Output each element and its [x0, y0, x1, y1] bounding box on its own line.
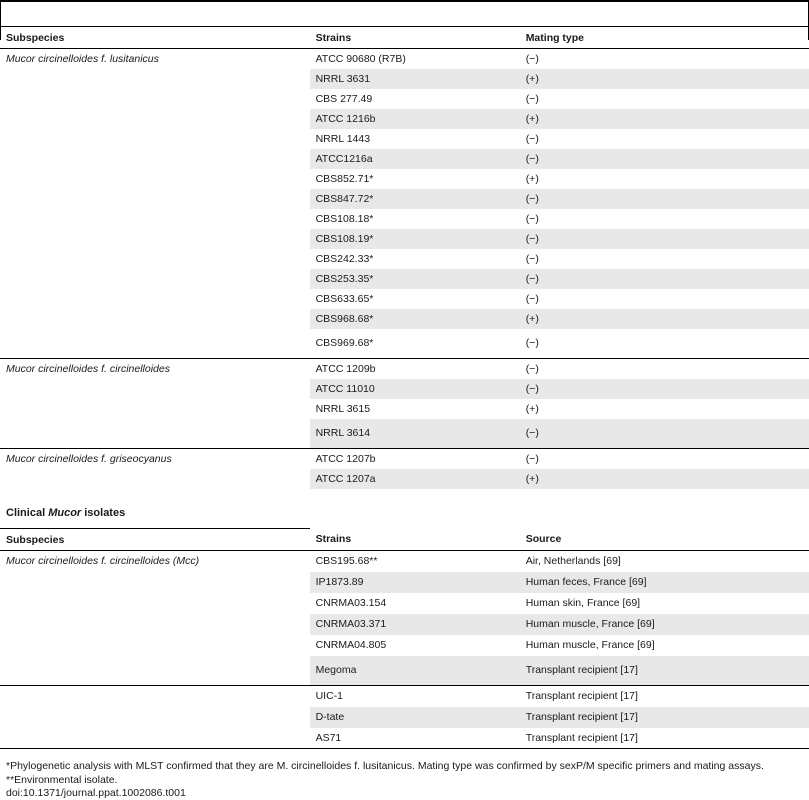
strain-cell: NRRL 1443: [315, 132, 371, 145]
doi-label: doi:10.1371/journal.ppat.1002086.t001: [6, 787, 186, 799]
table-header-row: [0, 529, 809, 551]
clinical-isolates-table: [0, 528, 809, 749]
table-row: [0, 707, 809, 728]
table-row: [0, 169, 809, 189]
table-row: [0, 469, 809, 489]
strain-cell: ATCC 1216b: [310, 109, 520, 129]
mating-type-cell: (−): [525, 292, 539, 305]
subspecies-cell: Mucor circinelloides f. griseocyanus: [0, 449, 310, 469]
mating-type-cell: (−): [525, 92, 539, 105]
table-row: [0, 656, 809, 686]
column-header: Mating type: [520, 27, 809, 49]
empty-cell: [0, 399, 310, 419]
source-cell: Transplant recipient [17]: [520, 707, 809, 728]
source-cell: Human muscle, France [69]: [525, 639, 655, 651]
table-row: [0, 379, 809, 399]
mating-type-cell: (+): [520, 109, 809, 129]
empty-cell: [0, 707, 310, 728]
section-title-text: Clinical: [6, 507, 49, 519]
empty-cell: [0, 209, 310, 229]
empty-cell: [0, 635, 310, 656]
empty-cell: [0, 269, 310, 289]
strain-cell: NRRL 3615: [315, 402, 371, 415]
empty-cell: [0, 109, 310, 129]
empty-cell: [0, 419, 310, 449]
empty-cell: [0, 149, 310, 169]
table-row: [0, 109, 809, 129]
table-row: [0, 309, 809, 329]
empty-cell: [0, 686, 310, 707]
mating-type-cell: (+): [520, 469, 809, 489]
empty-cell: [0, 229, 310, 249]
strain-cell: ATCC1216a: [310, 149, 520, 169]
table-row: [0, 728, 809, 749]
strain-cell: CBS847.72*: [310, 189, 520, 209]
table-row: [0, 129, 809, 149]
empty-cell: [0, 656, 310, 686]
column-header: Subspecies: [0, 529, 310, 551]
strain-cell: CNRMA03.371: [310, 614, 520, 635]
empty-cell: [0, 572, 310, 593]
strain-cell: Megoma: [310, 656, 520, 686]
column-header: Subspecies: [0, 27, 310, 49]
strain-cell: CBS633.65*: [315, 292, 374, 305]
strain-cell: CBS242.33*: [315, 252, 374, 265]
source-cell: Transplant recipient [17]: [520, 728, 809, 749]
strain-cell: CBS969.68*: [315, 337, 374, 350]
mating-type-cell: (−): [520, 149, 809, 169]
strain-cell: CBS108.19*: [310, 229, 520, 249]
subspecies-cell: Mucor circinelloides f. circinelloides (Mcc): [6, 555, 200, 568]
empty-cell: [0, 169, 310, 189]
table-row: [0, 635, 809, 656]
empty-cell: [0, 289, 310, 309]
mating-type-cell: (−): [520, 419, 809, 449]
table-row: [0, 189, 809, 209]
mating-type-table: [0, 26, 809, 489]
mating-type-cell: (−): [520, 269, 809, 289]
top-rule: [0, 0, 809, 2]
mating-type-grid: [0, 26, 809, 489]
section-title-genus: Mucor: [48, 507, 82, 519]
column-header: Strains: [310, 27, 520, 49]
column-header: Strains: [310, 529, 520, 551]
source-cell: Transplant recipient [17]: [520, 656, 809, 686]
source-cell: Human feces, France [69]: [520, 572, 809, 593]
mating-type-cell: (+): [525, 402, 539, 415]
mating-type-cell: (−): [520, 229, 809, 249]
table-row: [0, 359, 809, 379]
strain-cell: CBS195.68**: [315, 555, 378, 568]
table-row: [0, 249, 809, 269]
mating-type-cell: (−): [520, 449, 809, 469]
table-header-row: [0, 27, 809, 49]
strain-cell: CBS852.71*: [315, 172, 374, 185]
mating-type-cell: (+): [520, 69, 809, 89]
mating-type-cell: (+): [525, 172, 539, 185]
source-cell: Human muscle, France [69]: [520, 614, 809, 635]
mating-type-cell: (−): [520, 379, 809, 399]
strain-cell: ATCC 11010: [310, 379, 520, 399]
empty-cell: [0, 329, 310, 359]
table-row: [0, 49, 809, 69]
mating-type-cell: (−): [525, 337, 539, 350]
strain-cell: NRRL 3614: [310, 419, 520, 449]
subspecies-cell: Mucor circinelloides f. lusitanicus: [6, 52, 159, 65]
footnote-environmental: **Environmental isolate.: [6, 774, 118, 786]
empty-cell: [0, 129, 310, 149]
empty-cell: [0, 593, 310, 614]
table-row: [0, 269, 809, 289]
empty-cell: [0, 249, 310, 269]
strain-cell: CBS 277.49: [315, 92, 373, 105]
strain-cell: D-tate: [310, 707, 520, 728]
section-title-suffix: isolates: [81, 507, 126, 519]
strain-cell: CNRMA03.154: [315, 597, 387, 609]
column-header: Source: [520, 529, 809, 551]
strain-cell: CBS968.68*: [310, 309, 520, 329]
mating-type-cell: (−): [525, 52, 539, 65]
empty-cell: [0, 728, 310, 749]
subspecies-cell: Mucor circinelloides f. circinelloides: [0, 359, 310, 379]
strain-cell: ATCC 1209b: [310, 359, 520, 379]
strain-cell: IP1873.89: [310, 572, 520, 593]
table-row: [0, 69, 809, 89]
empty-cell: [0, 69, 310, 89]
table-row: [0, 399, 809, 419]
strain-cell: NRRL 3631: [310, 69, 520, 89]
mating-type-cell: (−): [520, 189, 809, 209]
source-cell: Transplant recipient [17]: [520, 686, 809, 707]
source-cell: Air, Netherlands [69]: [525, 555, 621, 568]
empty-cell: [0, 379, 310, 399]
table-row: [0, 289, 809, 309]
table-row: [0, 449, 809, 469]
strain-cell: ATCC 1207a: [310, 469, 520, 489]
empty-cell: [0, 309, 310, 329]
empty-cell: [0, 614, 310, 635]
strain-cell: CNRMA04.805: [315, 639, 387, 651]
strain-cell: AS71: [310, 728, 520, 749]
table-row: [0, 551, 809, 572]
strain-cell: CBS253.35*: [310, 269, 520, 289]
table-row: [0, 614, 809, 635]
strain-cell: UIC-1: [310, 686, 520, 707]
table-row: [0, 593, 809, 614]
table-row: [0, 572, 809, 593]
table-row: [0, 209, 809, 229]
mating-type-cell: (+): [520, 309, 809, 329]
strain-cell: ATCC 1207b: [310, 449, 520, 469]
table-row: [0, 149, 809, 169]
table-row: [0, 89, 809, 109]
table-row: [0, 419, 809, 449]
table-row: [0, 686, 809, 707]
table-row: [0, 229, 809, 249]
mating-type-cell: (−): [525, 132, 539, 145]
mating-type-cell: (−): [525, 212, 539, 225]
empty-cell: [0, 189, 310, 209]
mating-type-cell: (−): [525, 252, 539, 265]
table-row: [0, 329, 809, 359]
empty-cell: [0, 89, 310, 109]
source-cell: Human skin, France [69]: [525, 597, 641, 609]
clinical-section-title: [6, 507, 125, 519]
clinical-grid: [0, 528, 809, 749]
mating-type-cell: (−): [520, 359, 809, 379]
footnote-mlst: *Phylogenetic analysis with MLST confirmed that they are M. circinelloides f. lusitanicus. Mating type was confirmed by sexP/M specific primers and mating assays.: [6, 760, 764, 772]
strain-cell: ATCC 90680 (R7B): [315, 52, 406, 65]
empty-cell: [0, 469, 310, 489]
strain-cell: CBS108.18*: [315, 212, 374, 225]
